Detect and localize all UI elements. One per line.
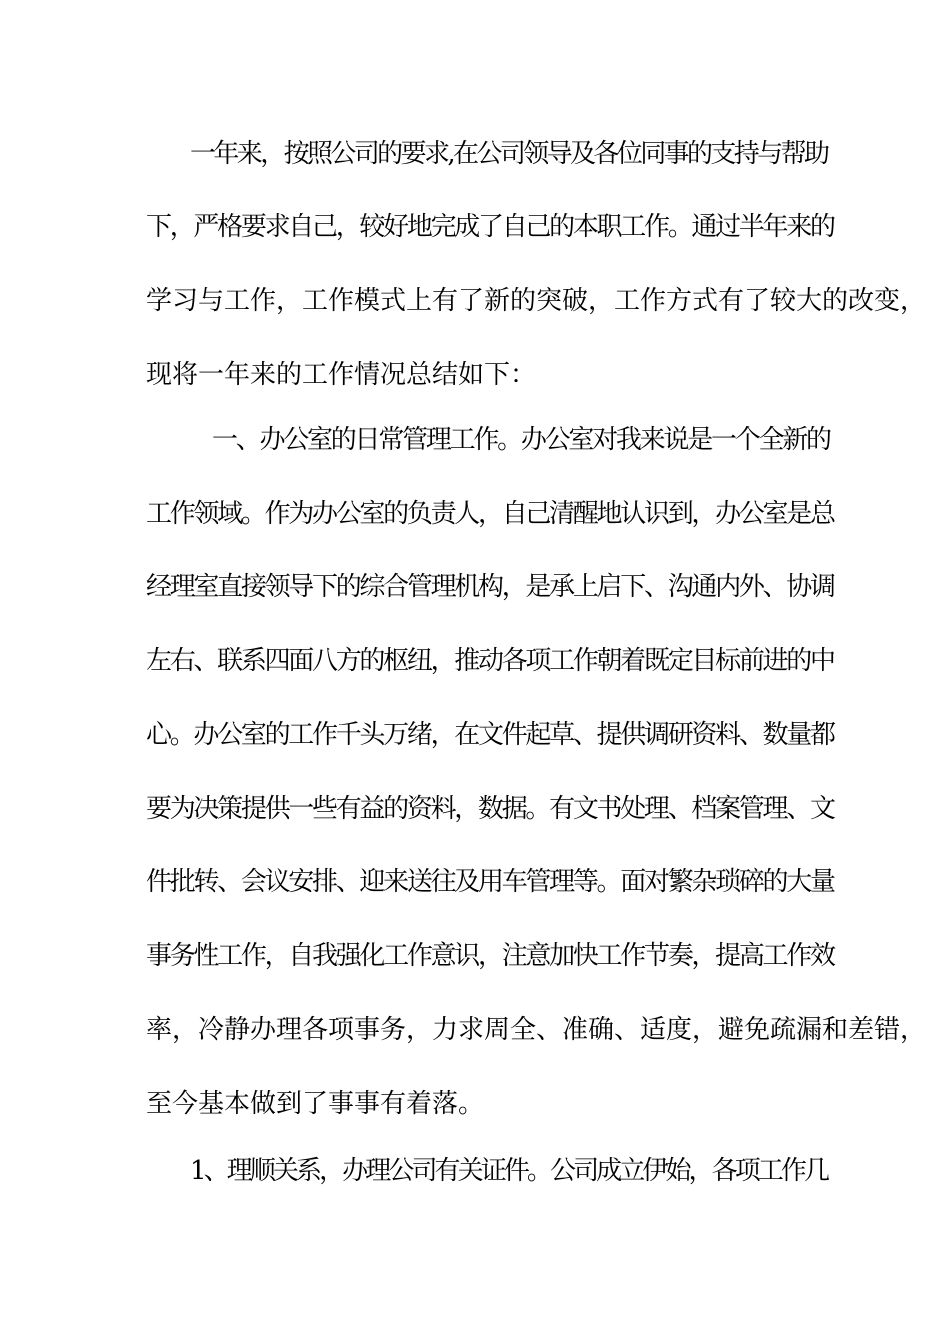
text-line: 事务性工作，自我强化工作意识，注意加快工作节奏，提高工作效	[146, 941, 834, 971]
text-line: 学习与工作，工作模式上有了新的突破，工作方式有了较大的改变，	[146, 286, 927, 316]
text-line: 工作领域。作为办公室的负责人，自己清醒地认识到，办公室是总	[146, 499, 834, 529]
text-line: 率，冷静办理各项事务，力求周全、准确、适度，避免疏漏和差错，	[146, 1015, 927, 1045]
text-line: 一年来，按照公司的要求,在公司领导及各位同事的支持与帮助	[190, 139, 828, 169]
text-line: 心。办公室的工作千头万绪，在文件起草、提供调研资料、数量都	[146, 720, 834, 750]
text-line: 现将一年来的工作情况总结如下：	[146, 360, 537, 390]
text-line: 左右、联系四面八方的枢纽，推动各项工作朝着既定目标前进的中	[146, 646, 834, 676]
text-line: 经理室直接领导下的综合管理机构，是承上启下、沟通内外、协调	[146, 572, 834, 602]
text-line: 件批转、会议安排、迎来送往及用车管理等。面对繁杂琐碎的大量	[146, 867, 834, 897]
text-line: 一、办公室的日常管理工作。办公室对我来说是一个全新的	[212, 425, 830, 455]
text-line: 要为决策提供一些有益的资料，数据。有文书处理、档案管理、文	[146, 794, 834, 824]
text-line: 1、理顺关系，办理公司有关证件。公司成立伊始，各项工作几	[190, 1156, 828, 1186]
text-line: 下，严格要求自己，较好地完成了自己的本职工作。通过半年来的	[146, 212, 834, 242]
text-line: 至今基本做到了事事有着落。	[146, 1089, 485, 1119]
